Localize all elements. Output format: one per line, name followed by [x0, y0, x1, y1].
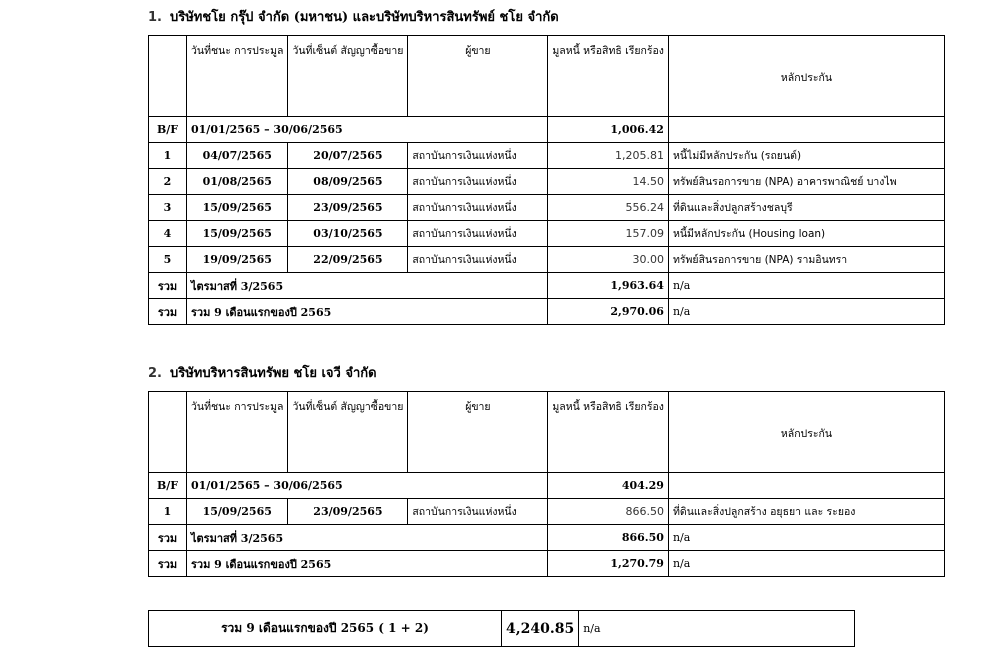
bf-row	[149, 117, 945, 143]
header-value: มูลหนี้ หรือสิทธิ เรียกร้อง	[548, 36, 669, 117]
total-9m-row: รวม รวม 9 เดือนแรกของปี 2565 1,270.79 n/a	[149, 551, 945, 577]
bf-value: 1,006.42	[548, 117, 669, 143]
bf-period: 01/01/2565 – 30/06/2565	[187, 117, 548, 143]
table-header-row: วันที่ชนะ การประมูล วันที่เซ็นต์ สัญญาซื้อขาย ผู้ขาย มูลหนี้ หรือสิทธิ เรียกร้อง หลักประกัน	[149, 392, 945, 473]
section-1-heading	[148, 6, 559, 27]
table-row: 3 15/09/2565 23/09/2565 สถาบันการเงินแห่งหนึ่ง 556.24 ที่ดินและสิ่งปลูกสร้างชลบุรี	[149, 195, 945, 221]
table-header-row	[149, 36, 945, 117]
table-row: 4 15/09/2565 03/10/2565 สถาบันการเงินแห่งหนึ่ง 157.09 หนี้มีหลักประกัน (Housing loan)	[149, 221, 945, 247]
grand-total-collateral: n/a	[579, 611, 855, 647]
header-collateral: หลักประกัน	[668, 36, 944, 117]
section-2-number: 2.	[148, 366, 162, 381]
section-2-table	[148, 391, 945, 577]
header-contract-date: วันที่เซ็นต์ สัญญาซื้อขาย	[288, 36, 408, 117]
grand-total-value: 4,240.85	[502, 611, 579, 647]
total-q3-row: รวม ไตรมาสที่ 3/2565 1,963.64 n/a	[149, 273, 945, 299]
section-1-title: บริษัทชโย กรุ๊ป จำกัด (มหาชน) และบริษัทบริหารสินทรัพย์ ชโย จำกัด	[170, 10, 559, 25]
bf-label: B/F	[149, 117, 187, 143]
table-row: 5 19/09/2565 22/09/2565 สถาบันการเงินแห่งหนึ่ง 30.00 ทรัพย์สินรอการขาย (NPA) รามอินทรา	[149, 247, 945, 273]
total-q3-row: รวม ไตรมาสที่ 3/2565 866.50 n/a	[149, 525, 945, 551]
grand-total-label: รวม 9 เดือนแรกของปี 2565 ( 1 + 2)	[149, 611, 502, 647]
header-auction-date: วันที่ชนะ การประมูล	[187, 36, 288, 117]
section-1-table	[148, 35, 945, 325]
header-seller: ผู้ขาย	[408, 36, 548, 117]
section-1-number: 1.	[148, 10, 162, 25]
table-row: 2 01/08/2565 08/09/2565 สถาบันการเงินแห่งหนึ่ง 14.50 ทรัพย์สินรอการขาย (NPA) อาคารพาณิชย์ บางไพ	[149, 169, 945, 195]
bf-row: B/F 01/01/2565 – 30/06/2565 404.29	[149, 473, 945, 499]
table-row: 1 15/09/2565 23/09/2565 สถาบันการเงินแห่งหนึ่ง 866.50 ที่ดินและสิ่งปลูกสร้าง อยุธยา และ ระยอง	[149, 499, 945, 525]
grand-total-row	[149, 611, 855, 647]
header-no	[149, 36, 187, 117]
section-2-title: บริษัทบริหารสินทรัพย ชโย เจวี จำกัด	[170, 366, 377, 381]
grand-total-table	[148, 610, 855, 647]
table-row: 1 04/07/2565 20/07/2565 สถาบันการเงินแห่งหนึ่ง 1,205.81 หนี้ไม่มีหลักประกัน (รถยนต์)	[149, 143, 945, 169]
section-2-heading	[148, 362, 377, 383]
total-9m-row: รวม รวม 9 เดือนแรกของปี 2565 2,970.06 n/a	[149, 299, 945, 325]
